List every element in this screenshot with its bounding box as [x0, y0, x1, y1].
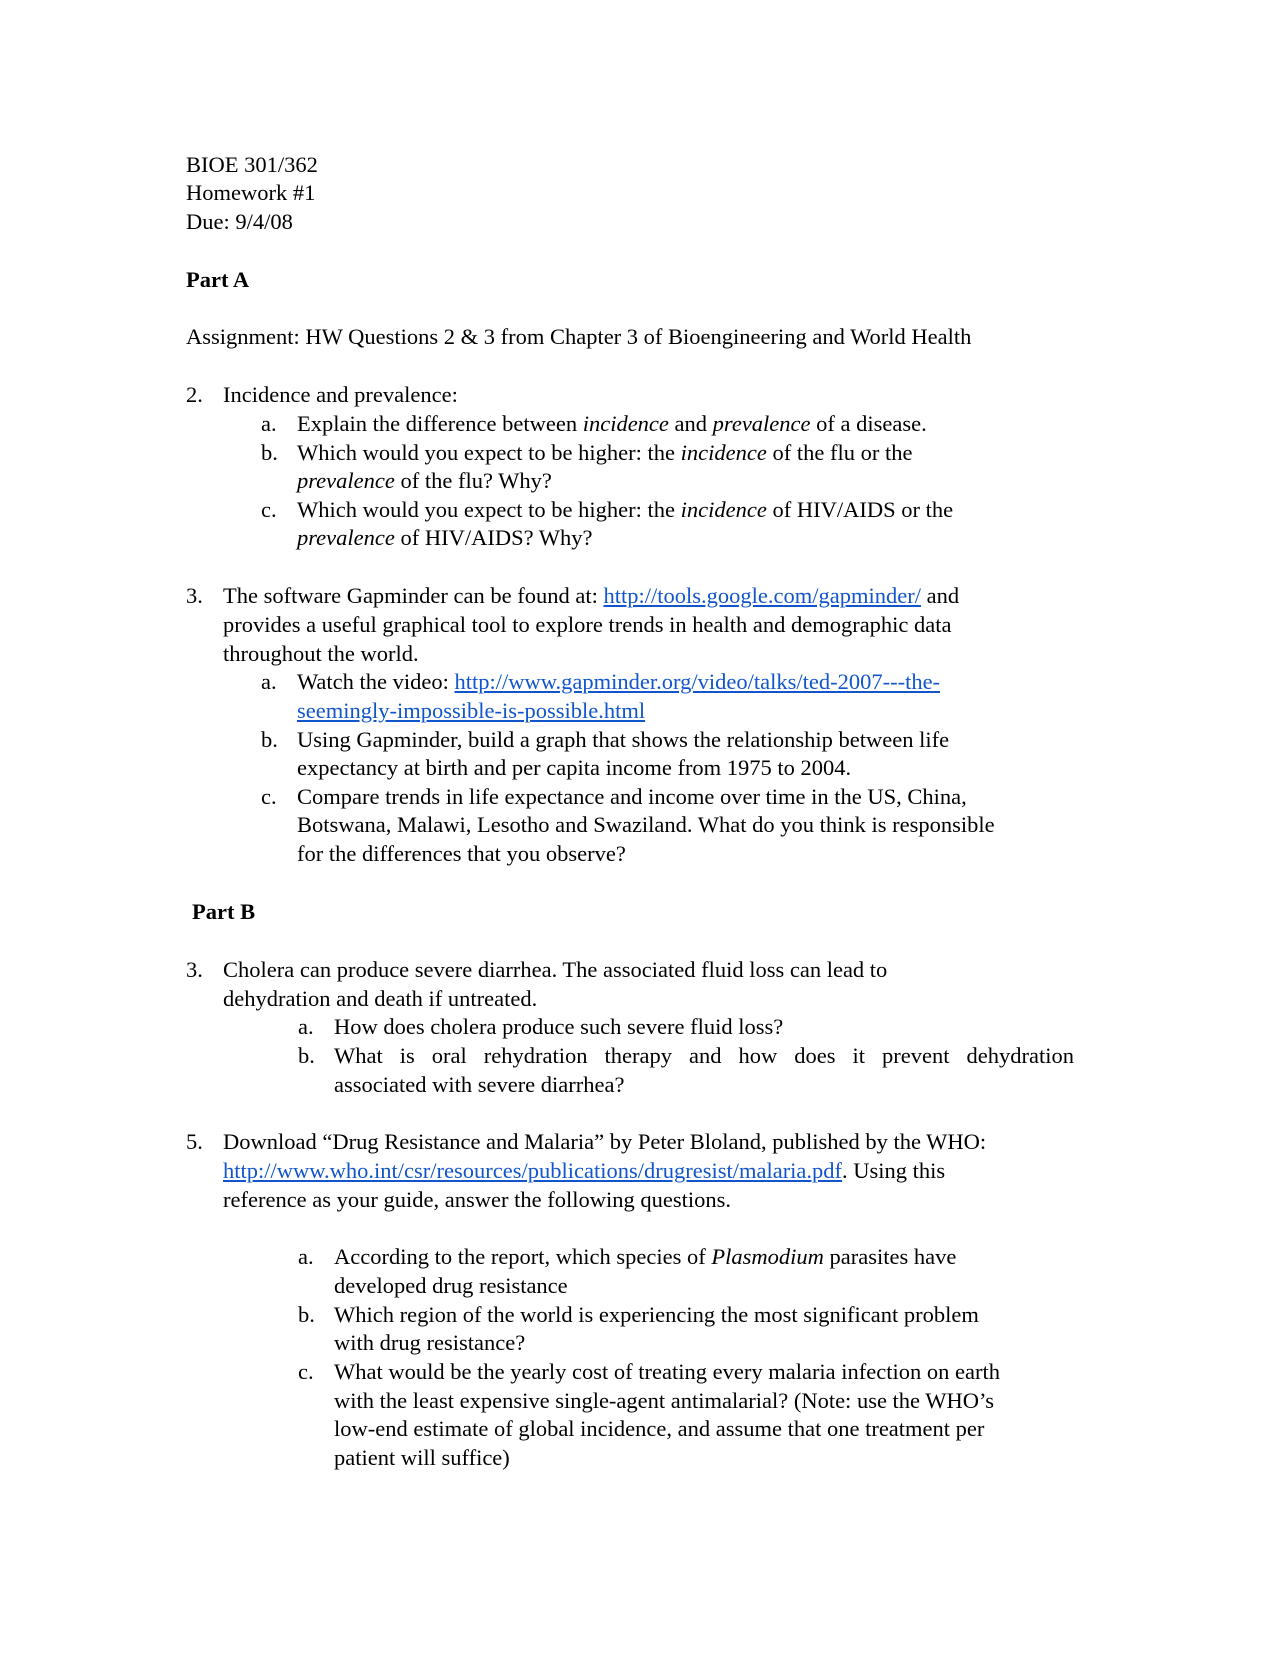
question-3-text-line2: provides a useful graphical tool to explore trends in health and demographic data: [223, 612, 952, 637]
gapminder-video-link-cont[interactable]: seemingly-impossible-is-possible.html: [297, 698, 646, 723]
homework-title: Homework #1: [186, 180, 316, 205]
cholera-question-text-cont: dehydration and death if untreated.: [223, 986, 538, 1011]
question-number: 2.: [186, 382, 203, 407]
cholera-question-b-cont: associated with severe diarrhea?: [334, 1072, 625, 1097]
cholera-question-b: What is oral rehydration therapy and how does it prevent dehydration: [334, 1043, 1074, 1068]
item-label: a.: [298, 1244, 314, 1269]
part-b-heading: Part B: [192, 899, 256, 924]
malaria-question-b-cont: with drug resistance?: [334, 1330, 526, 1355]
malaria-question-b: Which region of the world is experiencing the most significant problem: [334, 1302, 979, 1327]
question-2b-text: Which would you expect to be higher: the incidence of the flu or the: [297, 440, 913, 465]
question-3c-text: Compare trends in life expectance and income over time in the US, China,: [297, 784, 967, 809]
item-label: b.: [298, 1043, 315, 1068]
question-2-text: Incidence and prevalence:: [223, 382, 458, 407]
question-3b-text: Using Gapminder, build a graph that shows the relationship between life: [297, 727, 950, 752]
question-number: 3.: [186, 957, 203, 982]
malaria-question-c-line4: patient will suffice): [334, 1445, 510, 1470]
course-code: BIOE 301/362: [186, 152, 318, 177]
cholera-question-text: Cholera can produce severe diarrhea. The associated fluid loss can lead to: [223, 957, 888, 982]
malaria-question-text: Download “Drug Resistance and Malaria” by Peter Bloland, published by the WHO:: [223, 1129, 987, 1154]
gapminder-tool-link[interactable]: http://tools.google.com/gapminder/: [603, 583, 921, 608]
question-3a-text-cont: [297, 696, 645, 725]
malaria-question-text-line2: http://www.who.int/csr/resources/publications/drugresist/malaria.pdf. Using this: [223, 1158, 946, 1183]
item-label: b.: [298, 1302, 315, 1327]
malaria-question-c: What would be the yearly cost of treating every malaria infection on earth: [334, 1359, 1000, 1384]
item-label: a.: [298, 1014, 314, 1039]
malaria-question-c-line3: low-end estimate of global incidence, and assume that one treatment per: [334, 1416, 985, 1441]
who-malaria-pdf-link[interactable]: http://www.who.int/csr/resources/publications/drugresist/malaria.pdf: [223, 1158, 843, 1183]
question-3-text-line3: throughout the world.: [223, 641, 419, 666]
assignment-text: Assignment: HW Questions 2 & 3 from Chapter 3 of Bioengineering and World Health: [186, 324, 972, 349]
item-label: b.: [261, 440, 278, 465]
item-label: c.: [261, 784, 277, 809]
question-2c-text-cont: prevalence of HIV/AIDS? Why?: [297, 525, 593, 550]
question-2c-text: Which would you expect to be higher: the incidence of HIV/AIDS or the: [297, 497, 954, 522]
question-2a-text: Explain the difference between incidence and prevalence of a disease.: [297, 411, 927, 436]
malaria-question-a-cont: developed drug resistance: [334, 1273, 568, 1298]
question-3a-text: Watch the video: http://www.gapminder.org/video/talks/ted-2007---the-: [297, 669, 941, 694]
part-a-heading: Part A: [186, 267, 250, 292]
item-label: c.: [298, 1359, 314, 1384]
cholera-question-a: How does cholera produce such severe fluid loss?: [334, 1014, 784, 1039]
malaria-question-c-line2: with the least expensive single-agent antimalarial? (Note: use the WHO’s: [334, 1388, 995, 1413]
question-3c-text-line2: Botswana, Malawi, Lesotho and Swaziland. What do you think is responsible: [297, 812, 995, 837]
item-label: c.: [261, 497, 277, 522]
item-label: a.: [261, 669, 277, 694]
question-2b-text-cont: prevalence of the flu? Why?: [297, 468, 552, 493]
question-3-text: The software Gapminder can be found at: http://tools.google.com/gapminder/ and: [223, 583, 960, 608]
malaria-question-a: According to the report, which species of Plasmodium parasites have: [334, 1244, 957, 1269]
question-number: 3.: [186, 583, 203, 608]
question-3b-text-cont: expectancy at birth and per capita income from 1975 to 2004.: [297, 755, 852, 780]
item-label: b.: [261, 727, 278, 752]
question-number: 5.: [186, 1129, 203, 1154]
due-date: Due: 9/4/08: [186, 209, 293, 234]
question-3c-text-line3: for the differences that you observe?: [297, 841, 626, 866]
gapminder-video-link[interactable]: http://www.gapminder.org/video/talks/ted-2007---the-: [454, 669, 941, 694]
malaria-question-text-line3: reference as your guide, answer the following questions.: [223, 1187, 731, 1212]
item-label: a.: [261, 411, 277, 436]
